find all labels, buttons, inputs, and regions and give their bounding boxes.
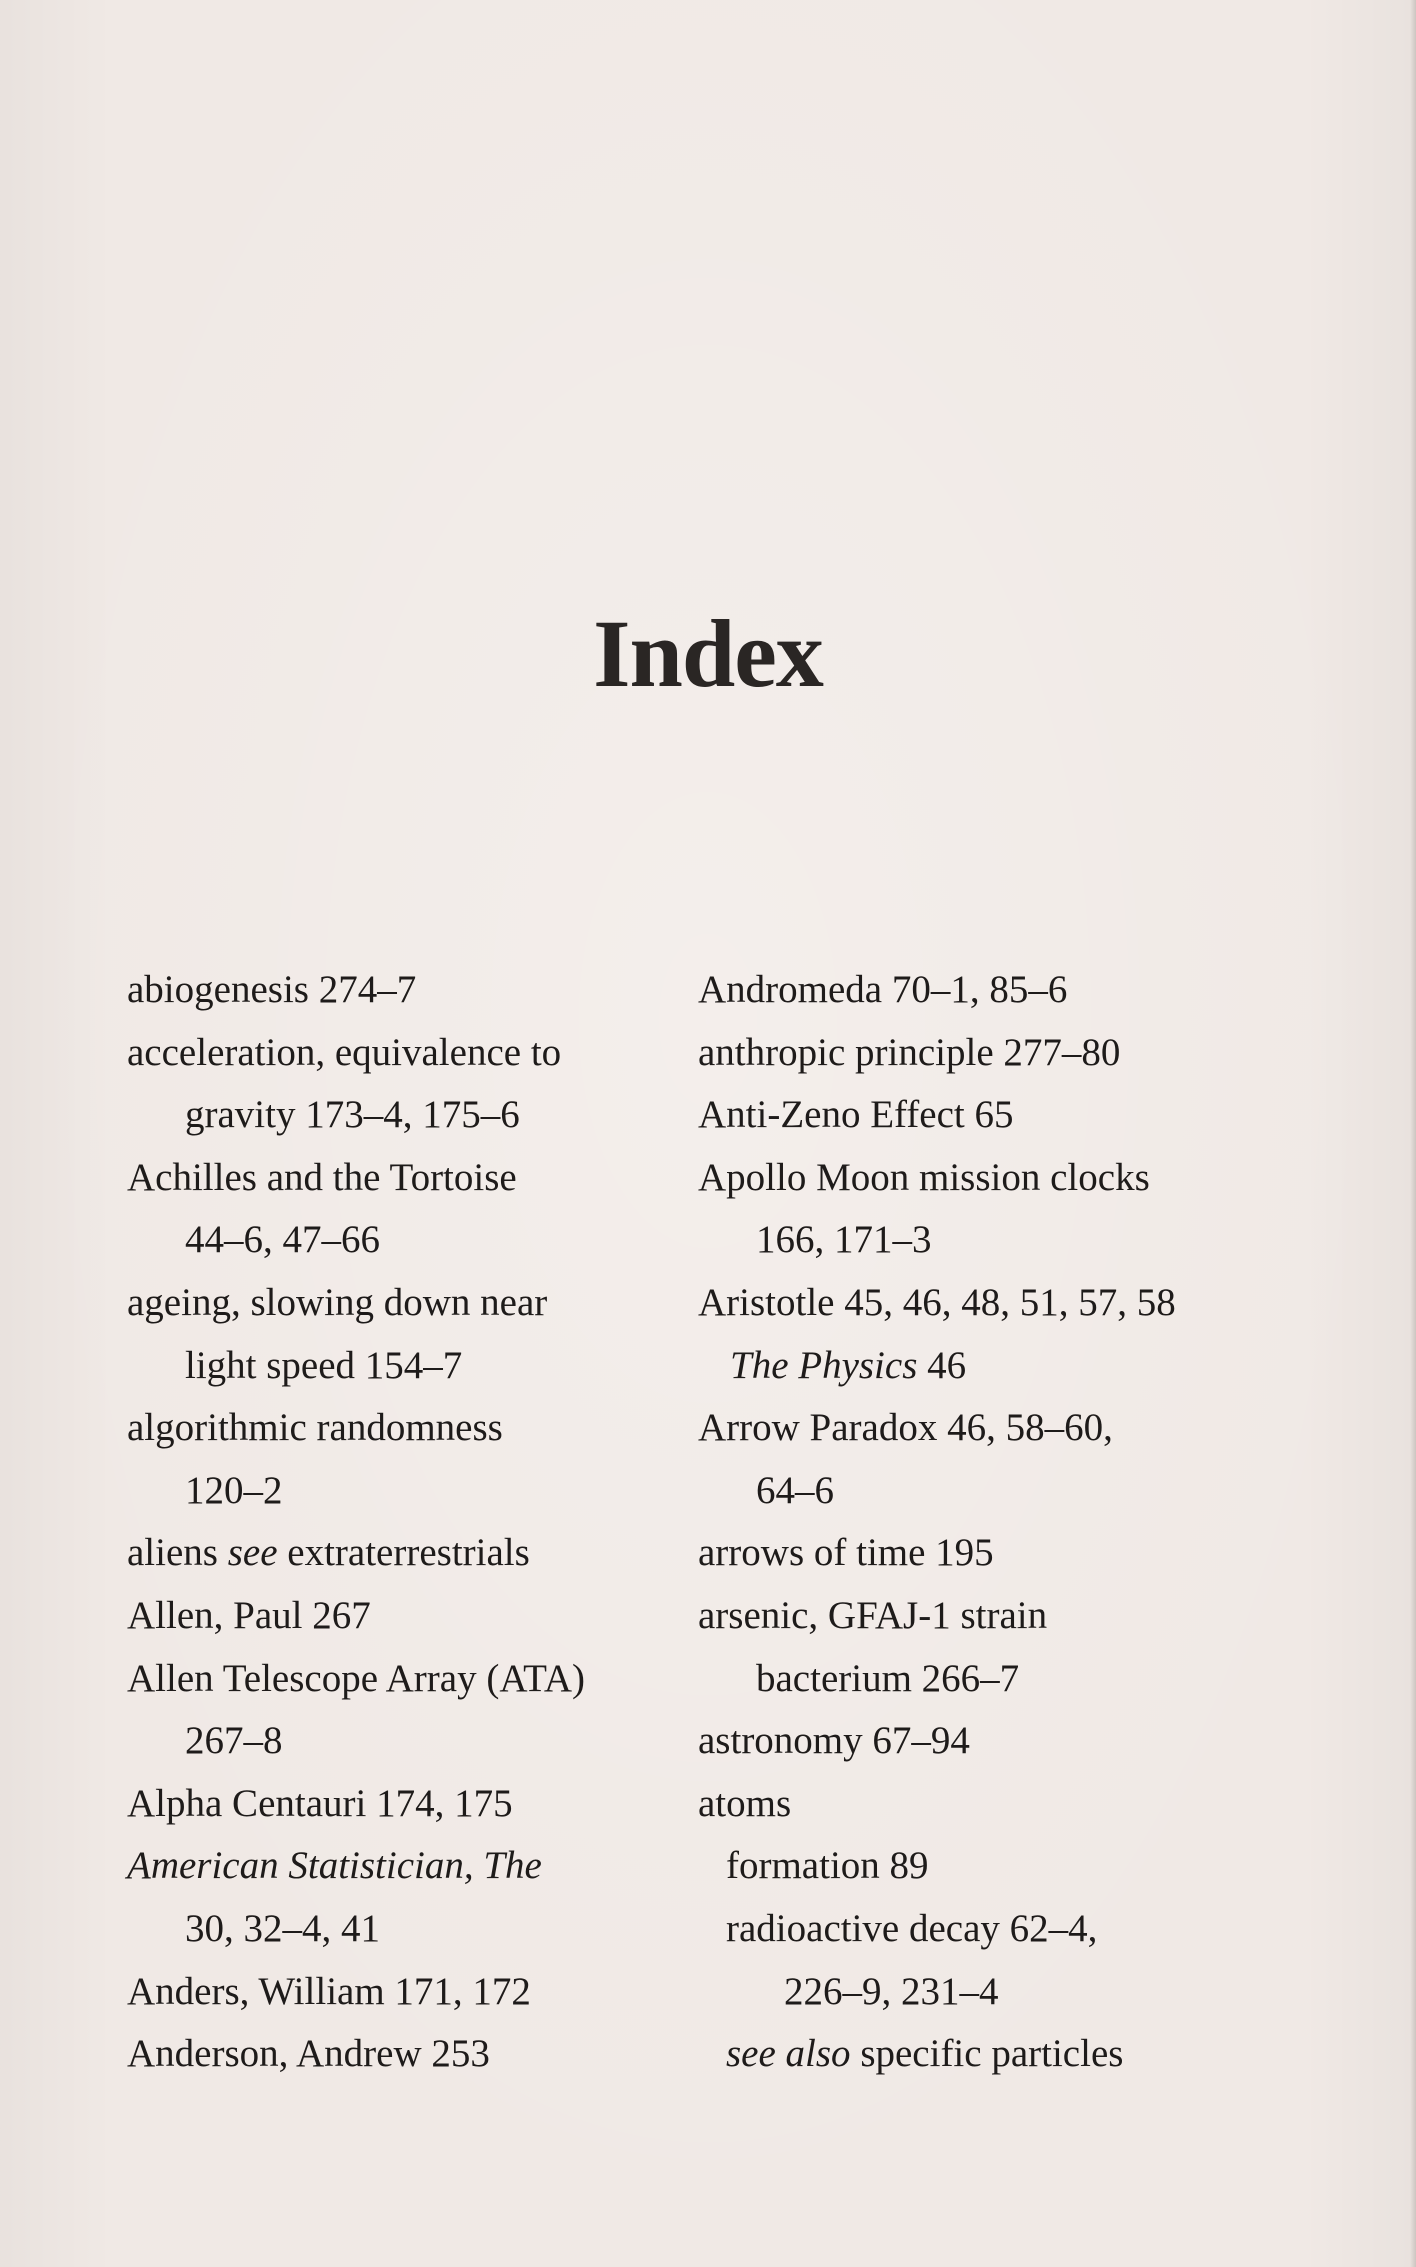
index-entry	[127, 1022, 687, 1147]
entry-text: Achilles and the Tortoise	[127, 1155, 517, 1199]
entry-text: extraterrestrials	[277, 1531, 530, 1575]
entry-text: abiogenesis 274–7	[127, 968, 417, 1011]
see-reference: see	[227, 1531, 278, 1575]
index-entry	[698, 1147, 1258, 1272]
entry-text: ageing, slowing down near	[127, 1280, 548, 1324]
entry-text: radioactive decay 62–4,	[726, 1906, 1098, 1950]
index-column-right	[698, 959, 1258, 2086]
index-entry	[698, 959, 1258, 1022]
index-entry	[127, 1773, 687, 1836]
entry-text: Alpha Centauri 174, 175	[127, 1781, 513, 1825]
entry-text: arrows of time 195	[698, 1531, 994, 1575]
entry-text: specific particles	[850, 2032, 1124, 2076]
index-entry	[698, 1084, 1258, 1147]
entry-continuation: light speed 154–7	[185, 1343, 463, 1387]
entry-continuation: 226–9, 231–4	[784, 1969, 999, 2013]
entry-text: anthropic principle 277–80	[698, 1030, 1121, 1074]
entry-continuation: 44–6, 47–66	[185, 1218, 380, 1262]
subentry-title: The Physics	[730, 1343, 918, 1387]
index-entry	[698, 1397, 1258, 1522]
page-edge-shadow	[1410, 0, 1416, 2267]
entry-continuation: 64–6	[756, 1468, 834, 1512]
see-reference: see also	[726, 2032, 851, 2076]
index-subentry	[698, 1898, 1258, 2023]
entry-text: Aristotle 45, 46, 48, 51, 57, 58	[698, 1280, 1176, 1324]
index-entry	[698, 1022, 1258, 1085]
entry-text: arsenic, GFAJ-1 strain	[698, 1593, 1048, 1637]
index-entry	[127, 1961, 687, 2024]
index-column-left	[127, 959, 687, 2086]
index-subentry	[698, 1835, 1258, 1898]
entry-continuation: gravity 173–4, 175–6	[185, 1093, 520, 1137]
entry-continuation: 267–8	[185, 1719, 283, 1763]
entry-text: Anti-Zeno Effect 65	[698, 1093, 1014, 1137]
index-entry	[698, 1773, 1258, 1836]
entry-text: formation 89	[726, 1844, 929, 1888]
entry-continuation: bacterium 266–7	[756, 1656, 1020, 1700]
index-subentry	[698, 2023, 1258, 2086]
entry-text: acceleration, equivalence to	[127, 1030, 562, 1074]
entry-text: Apollo Moon mission clocks	[698, 1155, 1150, 1199]
entry-text: aliens	[127, 1531, 228, 1575]
index-entry	[698, 1710, 1258, 1773]
index-entry	[127, 1835, 687, 1960]
page-title: Index	[593, 600, 823, 707]
index-entry	[127, 1648, 687, 1773]
entry-continuation: 166, 171–3	[756, 1218, 932, 1262]
entry-text: Anders, William 171, 172	[127, 1969, 531, 2013]
entry-text: Allen, Paul 267	[127, 1593, 371, 1637]
entry-text: Andromeda 70–1, 85–6	[698, 968, 1068, 1011]
index-entry	[127, 1397, 687, 1522]
entry-text: Anderson, Andrew 253	[127, 2032, 490, 2076]
index-entry	[698, 1585, 1258, 1710]
entry-text: 46	[917, 1343, 967, 1387]
index-entry	[127, 1585, 687, 1648]
index-entry	[127, 1272, 687, 1397]
entry-text: American Statistician, The	[127, 1844, 542, 1888]
index-entry	[127, 2023, 687, 2086]
entry-text: Arrow Paradox 46, 58–60,	[698, 1406, 1113, 1450]
entry-text: atoms	[698, 1781, 792, 1825]
index-entry	[127, 1147, 687, 1272]
index-entry	[698, 1272, 1258, 1335]
entry-continuation: 120–2	[185, 1468, 283, 1512]
entry-continuation: 30, 32–4, 41	[185, 1906, 380, 1950]
entry-text: astronomy 67–94	[698, 1719, 970, 1763]
entry-text: algorithmic randomness	[127, 1406, 503, 1450]
index-subentry	[698, 1335, 1258, 1398]
index-entry	[698, 1522, 1258, 1585]
index-entry	[127, 1522, 687, 1585]
index-entry	[127, 959, 687, 1022]
entry-text: Allen Telescope Array (ATA)	[127, 1656, 586, 1700]
